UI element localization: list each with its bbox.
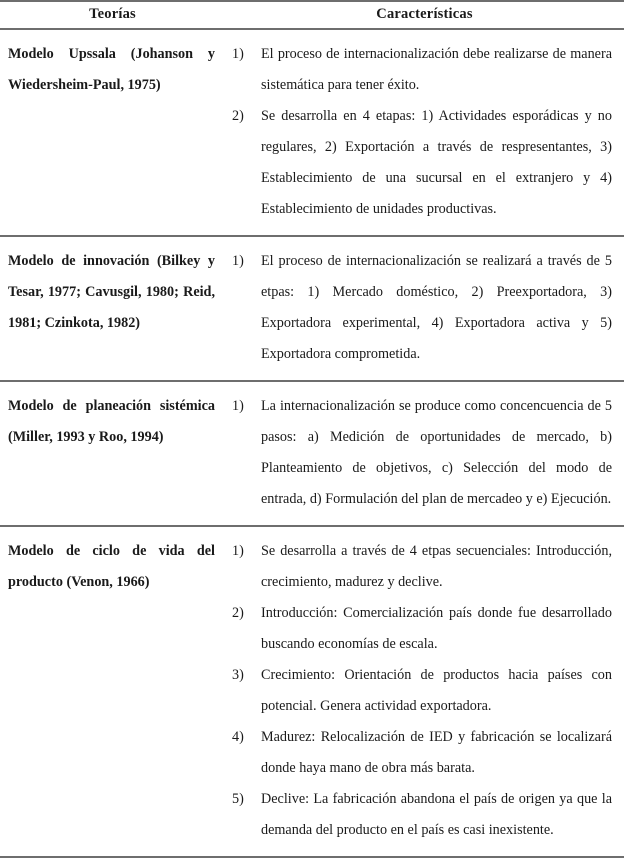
list-item-marker: 1) <box>232 398 244 414</box>
list-item-marker: 3) <box>232 667 244 683</box>
theory-name: Modelo de planeación sistémica (Miller, 1993 y Roo, 1994) <box>8 398 215 445</box>
characteristics-cell <box>225 236 624 381</box>
list-item-marker: 1) <box>232 253 244 269</box>
characteristics-cell <box>225 526 624 857</box>
list-item-text: El proceso de internacionalización se realizará a través de 5 etpas: 1) Mercado doméstico, 2) Preexportadora, 3) Exportadora experimental, 4) Exportadora activa y 5) Exportadora comprometida. <box>261 253 612 362</box>
list-item <box>232 39 612 101</box>
list-item-text: Introducción: Comercialización país donde fue desarrollado buscando economías de escala. <box>261 605 612 652</box>
theory-name: Modelo Upssala (Johanson y Wiedersheim-Paul, 1975) <box>8 46 215 93</box>
list-item-text: Madurez: Relocalización de IED y fabricación se localizará donde haya mano de obra más barata. <box>261 729 612 776</box>
list-item-marker: 5) <box>232 791 244 807</box>
list-item <box>232 536 612 598</box>
table-row <box>0 526 624 857</box>
list-item <box>232 722 612 784</box>
theory-cell <box>0 381 225 526</box>
column-header-theories: Teorías <box>89 6 136 22</box>
list-item-marker: 2) <box>232 108 244 124</box>
table-body <box>0 29 624 857</box>
characteristics-list <box>232 536 612 846</box>
list-item-text: Declive: La fabricación abandona el país de origen ya que la demanda del producto en el país es casi inexistente. <box>261 791 612 838</box>
list-item-marker: 2) <box>232 605 244 621</box>
list-item-text: El proceso de internacionalización debe realizarse de manera sistemática para tener éxito. <box>261 46 612 93</box>
characteristics-list <box>232 39 612 225</box>
theory-cell <box>0 526 225 857</box>
characteristics-cell <box>225 381 624 526</box>
list-item <box>232 598 612 660</box>
table-row <box>0 381 624 526</box>
table-header <box>0 1 624 29</box>
list-item-marker: 4) <box>232 729 244 745</box>
characteristics-cell <box>225 29 624 236</box>
list-item-text: Se desarrolla a través de 4 etpas secuenciales: Introducción, crecimiento, madurez y declive. <box>261 543 612 590</box>
list-item <box>232 660 612 722</box>
theory-cell <box>0 236 225 381</box>
list-item-text: Crecimiento: Orientación de productos hacia países con potencial. Genera actividad exportadora. <box>261 667 612 714</box>
list-item <box>232 784 612 846</box>
characteristics-list <box>232 246 612 370</box>
table-header-row <box>0 1 624 29</box>
characteristics-list <box>232 391 612 515</box>
column-header-characteristics: Características <box>376 6 473 22</box>
list-item-marker: 1) <box>232 543 244 559</box>
theory-name: Modelo de ciclo de vida del producto (Venon, 1966) <box>8 543 215 590</box>
table-row <box>0 236 624 381</box>
table-row <box>0 29 624 236</box>
list-item-text: La internacionalización se produce como concencuencia de 5 pasos: a) Medición de oportunidades de mercado, b) Planteamiento de objetivos, c) Selección del modo de entrada, d) Formulación del plan de mercadeo y e) Ejecución. <box>261 398 612 507</box>
theory-name: Modelo de innovación (Bilkey y Tesar, 1977; Cavusgil, 1980; Reid, 1981; Czinkota, 1982) <box>8 253 215 331</box>
theory-cell <box>0 29 225 236</box>
list-item <box>232 391 612 515</box>
list-item <box>232 246 612 370</box>
list-item-marker: 1) <box>232 46 244 62</box>
list-item-text: Se desarrolla en 4 etapas: 1) Actividades esporádicas y no regulares, 2) Exportación a través de respresentantes, 3) Establecimiento de una sucursal en el extranjero y 4) Establecimiento de unidades productivas. <box>261 108 612 217</box>
list-item <box>232 101 612 225</box>
